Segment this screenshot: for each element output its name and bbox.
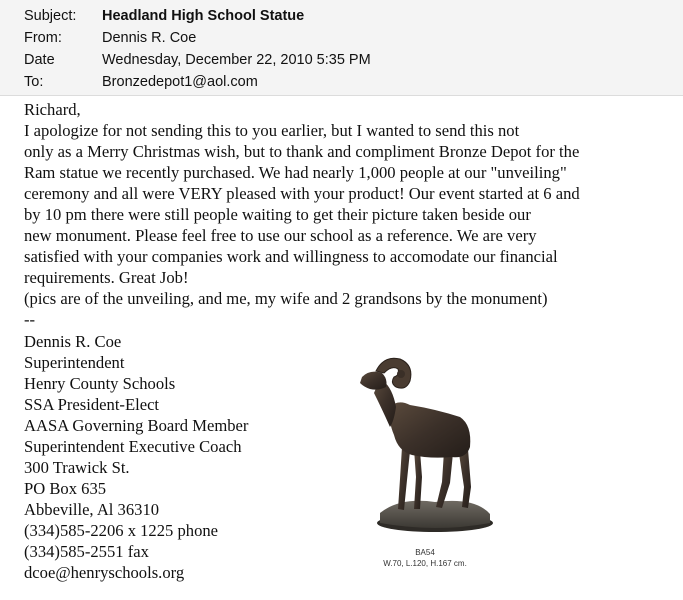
signature-line: Superintendent Executive Coach	[24, 437, 242, 456]
signature-line: PO Box 635	[24, 479, 107, 498]
body-line: I apologize for not sending this to you earlier, but I wanted to send this not	[24, 121, 520, 140]
signature-line: (334)585-2206 x 1225 phone	[24, 521, 219, 540]
body-line: new monument. Please feel free to use our school as a reference. We are very	[24, 226, 537, 245]
body-line: --	[24, 310, 36, 329]
to-label: To:	[24, 74, 44, 90]
email-body	[24, 99, 674, 330]
signature-email[interactable]: dcoe@henryschools.org	[24, 563, 185, 582]
date-label: Date	[24, 52, 55, 68]
signature-line: Henry County Schools	[24, 374, 176, 393]
subject-value: Headland High School Statue	[102, 8, 305, 24]
to-value[interactable]: Bronzedepot1@aol.com	[102, 74, 258, 90]
from-label: From:	[24, 30, 62, 46]
body-line: Richard,	[24, 100, 81, 119]
body-line: by 10 pm there were still people waiting to get their picture taken beside our	[24, 205, 531, 224]
product-code: BA54	[415, 548, 435, 557]
email-signature	[24, 331, 248, 583]
signature-line: (334)585-2551 fax	[24, 542, 149, 561]
email-header	[0, 0, 683, 96]
signature-line: 300 Trawick St.	[24, 458, 130, 477]
signature-line: Superintendent	[24, 353, 125, 372]
body-line: requirements. Great Job!	[24, 268, 189, 287]
body-line: Ram statue we recently purchased. We had nearly 1,000 people at our "unveiling"	[24, 163, 567, 182]
body-line: (pics are of the unveiling, and me, my wife and 2 grandsons by the monument)	[24, 289, 548, 308]
body-line: only as a Merry Christmas wish, but to thank and compliment Bronze Depot for the	[24, 142, 580, 161]
product-dimensions: W.70, L.120, H.167 cm.	[383, 559, 467, 568]
signature-line: SSA President-Elect	[24, 395, 160, 414]
signature-line: Abbeville, Al 36310	[24, 500, 160, 519]
ram-statue-image	[340, 347, 515, 577]
body-line: ceremony and all were VERY pleased with your product! Our event started at 6 and	[24, 184, 580, 203]
signature-line: Dennis R. Coe	[24, 332, 122, 351]
date-value: Wednesday, December 22, 2010 5:35 PM	[102, 52, 371, 68]
signature-line: AASA Governing Board Member	[24, 416, 249, 435]
body-line: satisfied with your companies work and willingness to accomodate our financial	[24, 247, 558, 266]
from-value[interactable]: Dennis R. Coe	[102, 30, 197, 46]
subject-label: Subject:	[24, 8, 77, 24]
